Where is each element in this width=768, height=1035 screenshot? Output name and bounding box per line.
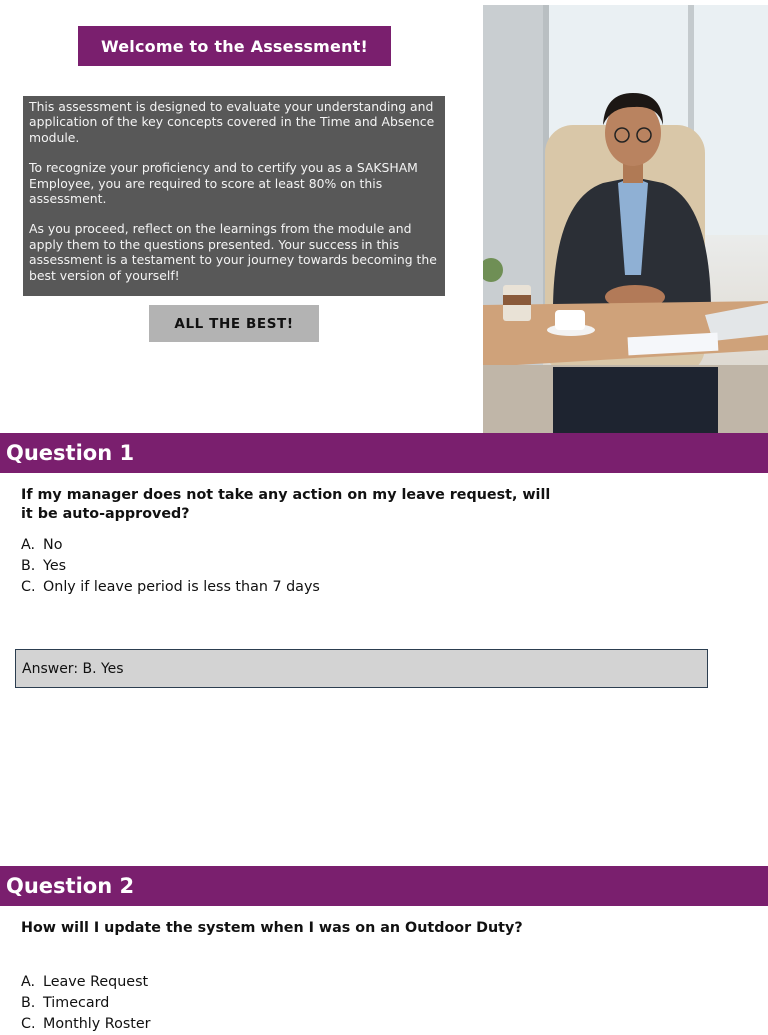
option-letter: B. xyxy=(21,558,36,574)
question-2-header: Question 2 xyxy=(0,866,768,906)
option-letter: C. xyxy=(21,1016,36,1032)
cup-sleeve xyxy=(503,295,531,305)
question-1-header: Question 1 xyxy=(0,433,768,473)
office-photo-illustration xyxy=(483,5,768,433)
question-2-option-a[interactable] xyxy=(21,972,151,993)
option-text: Yes xyxy=(43,558,67,574)
option-letter: A. xyxy=(21,537,36,553)
intro-paragraph-2: To recognize your proficiency and to certify you as a SAKSHAM Employee, you are required to score at least 80% on this assessment. xyxy=(29,160,418,207)
intro-description xyxy=(23,96,445,296)
office-photo xyxy=(483,5,768,433)
trousers xyxy=(553,367,718,433)
question-2-text: How will I update the system when I was on an Outdoor Duty? xyxy=(21,920,523,936)
option-letter: B. xyxy=(21,995,36,1011)
question-1-option-a[interactable] xyxy=(21,535,320,556)
option-letter: A. xyxy=(21,974,36,990)
question-2-option-b[interactable] xyxy=(21,993,151,1014)
question-2-option-c[interactable] xyxy=(21,1014,151,1035)
question-1-answer: Answer: B. Yes xyxy=(15,649,708,688)
intro-paragraph-3: As you proceed, reflect on the learnings from the module and apply them to the questions presented. Your success in this assessment is a testament to your journey towards becoming the best version of yourself! xyxy=(29,221,437,283)
question-1-text: If my manager does not take any action on my leave request, will it be auto-approved? xyxy=(21,487,551,522)
intro-paragraph-1: This assessment is designed to evaluate your understanding and application of the key concepts covered in the Time and Absence module. xyxy=(29,99,435,145)
option-text: No xyxy=(43,537,63,553)
option-text: Only if leave period is less than 7 days xyxy=(43,579,320,595)
option-text: Timecard xyxy=(43,995,110,1011)
option-text: Leave Request xyxy=(43,974,149,990)
tea-cup xyxy=(555,310,585,330)
option-letter: C. xyxy=(21,579,36,595)
all-the-best-button[interactable]: ALL THE BEST! xyxy=(149,305,319,342)
option-text: Monthly Roster xyxy=(43,1016,151,1032)
question-1-options xyxy=(21,535,320,598)
question-1-option-b[interactable] xyxy=(21,556,320,577)
question-1-option-c[interactable] xyxy=(21,577,320,598)
welcome-title: Welcome to the Assessment! xyxy=(78,26,391,66)
question-2-options xyxy=(21,972,151,1035)
